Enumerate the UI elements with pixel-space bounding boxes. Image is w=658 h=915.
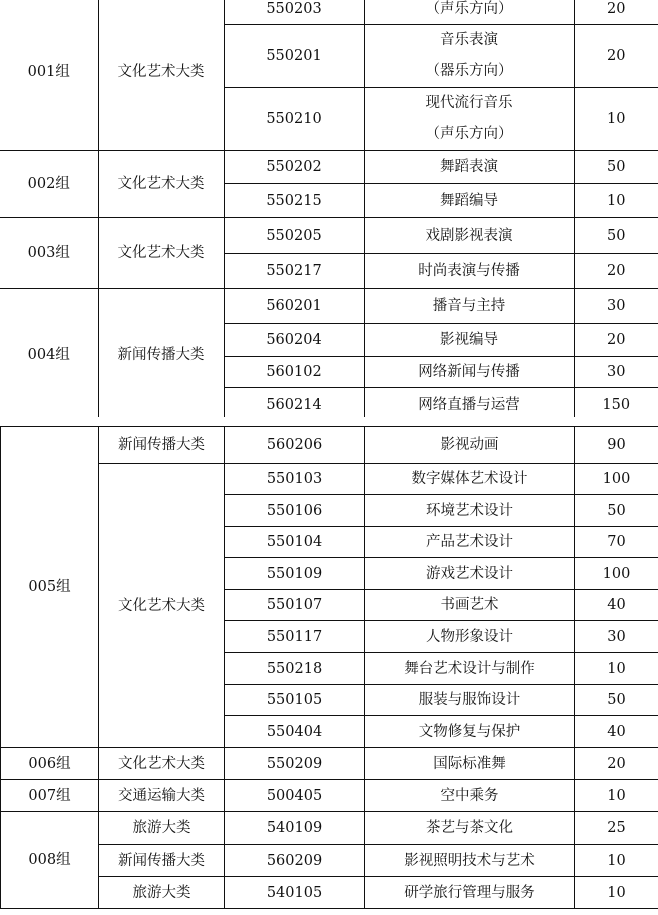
code-cell: 550202 [224,151,364,184]
admission-table-part-2 [0,426,658,909]
code-cell: 550218 [225,653,365,685]
count-cell: 40 [575,590,658,621]
code-cell: 540109 [225,812,365,845]
table-row [1,748,658,780]
group-cell: 008组 [1,812,99,909]
code-cell: 560214 [224,388,364,422]
count-cell: 20 [574,0,658,25]
major-cell: 戏剧影视表演 [364,218,574,254]
count-cell: 20 [575,748,658,780]
table-row [1,464,658,495]
table-row [0,218,658,254]
code-cell: 550217 [224,254,364,289]
major-cell: 时尚表演与传播 [364,254,574,289]
count-cell: 25 [575,812,658,845]
group-cell: 001组 [0,0,98,151]
code-cell: 550103 [225,464,365,495]
count-cell: 30 [574,289,658,324]
category-cell: 文化艺术大类 [98,151,224,218]
code-cell: 550209 [225,748,365,780]
code-cell: 550106 [225,495,365,527]
count-cell: 20 [574,25,658,88]
count-cell: 30 [574,357,658,388]
category-cell: 旅游大类 [99,812,225,845]
code-cell: 560204 [224,324,364,357]
count-cell: 50 [574,151,658,184]
major-cell: 音乐表演 （器乐方向） [364,25,574,88]
code-cell: 560206 [225,427,365,464]
code-cell: 550109 [225,558,365,590]
count-cell: 50 [575,685,658,716]
table-row [0,289,658,324]
code-cell: 550205 [224,218,364,254]
page-break-gap [0,417,658,426]
count-cell: 100 [575,464,658,495]
count-cell: 10 [575,653,658,685]
major-cell: 产品艺术设计 [365,527,575,558]
major-cell: 影视照明技术与艺术 [365,845,575,877]
count-cell: 150 [574,388,658,422]
table-row [1,427,658,464]
category-cell: 新闻传播大类 [99,427,225,464]
count-cell: 20 [574,324,658,357]
count-cell: 10 [575,780,658,812]
major-cell: 网络新闻与传播 [364,357,574,388]
table-row [1,845,658,877]
category-cell: 新闻传播大类 [98,289,224,422]
code-cell: 560201 [224,289,364,324]
group-cell: 003组 [0,218,98,289]
count-cell: 10 [574,184,658,218]
count-cell: 10 [574,88,658,151]
code-cell: 550104 [225,527,365,558]
major-cell: （声乐方向） [364,0,574,25]
major-cell: 舞蹈表演 [364,151,574,184]
category-cell: 文化艺术大类 [98,0,224,151]
count-cell: 30 [575,621,658,653]
code-cell: 550201 [224,25,364,88]
enrollment-table-top [0,0,658,422]
major-cell: 人物形象设计 [365,621,575,653]
count-cell: 50 [574,218,658,254]
code-cell: 550107 [225,590,365,621]
table-row [0,151,658,184]
major-cell: 播音与主持 [364,289,574,324]
category-cell: 新闻传播大类 [99,845,225,877]
count-cell: 40 [575,716,658,748]
code-cell: 550203 [224,0,364,25]
code-cell: 560102 [224,357,364,388]
major-cell: 舞台艺术设计与制作 [365,653,575,685]
table-row [1,812,658,845]
count-cell: 50 [575,495,658,527]
group-cell: 005组 [1,427,99,748]
count-cell: 90 [575,427,658,464]
category-cell: 文化艺术大类 [99,748,225,780]
count-cell: 20 [574,254,658,289]
major-cell: 服装与服饰设计 [365,685,575,716]
major-cell: 游戏艺术设计 [365,558,575,590]
major-cell: 影视编导 [364,324,574,357]
group-cell: 002组 [0,151,98,218]
admission-table-part-1 [0,0,658,422]
code-cell: 550404 [225,716,365,748]
code-cell: 550117 [225,621,365,653]
major-cell: 研学旅行管理与服务 [365,877,575,909]
group-cell: 006组 [1,748,99,780]
table-row [1,877,658,909]
major-cell: 环境艺术设计 [365,495,575,527]
major-cell: 网络直播与运营 [364,388,574,422]
major-cell: 现代流行音乐 （声乐方向） [364,88,574,151]
count-cell: 10 [575,845,658,877]
category-cell: 文化艺术大类 [98,218,224,289]
major-cell: 国际标准舞 [365,748,575,780]
count-cell: 10 [575,877,658,909]
group-cell: 004组 [0,289,98,422]
code-cell: 500405 [225,780,365,812]
major-cell: 数字媒体艺术设计 [365,464,575,495]
code-cell: 550105 [225,685,365,716]
major-cell: 书画艺术 [365,590,575,621]
category-cell: 交通运输大类 [99,780,225,812]
major-cell: 茶艺与茶文化 [365,812,575,845]
major-cell: 舞蹈编导 [364,184,574,218]
major-cell: 影视动画 [365,427,575,464]
major-cell: 空中乘务 [365,780,575,812]
count-cell: 100 [575,558,658,590]
category-cell: 旅游大类 [99,877,225,909]
code-cell: 550210 [224,88,364,151]
code-cell: 550215 [224,184,364,218]
group-cell: 007组 [1,780,99,812]
major-cell: 文物修复与保护 [365,716,575,748]
table-row [1,780,658,812]
table-row [0,0,658,25]
count-cell: 70 [575,527,658,558]
enrollment-table-bottom [0,426,658,909]
code-cell: 560209 [225,845,365,877]
category-cell: 文化艺术大类 [99,464,225,748]
code-cell: 540105 [225,877,365,909]
